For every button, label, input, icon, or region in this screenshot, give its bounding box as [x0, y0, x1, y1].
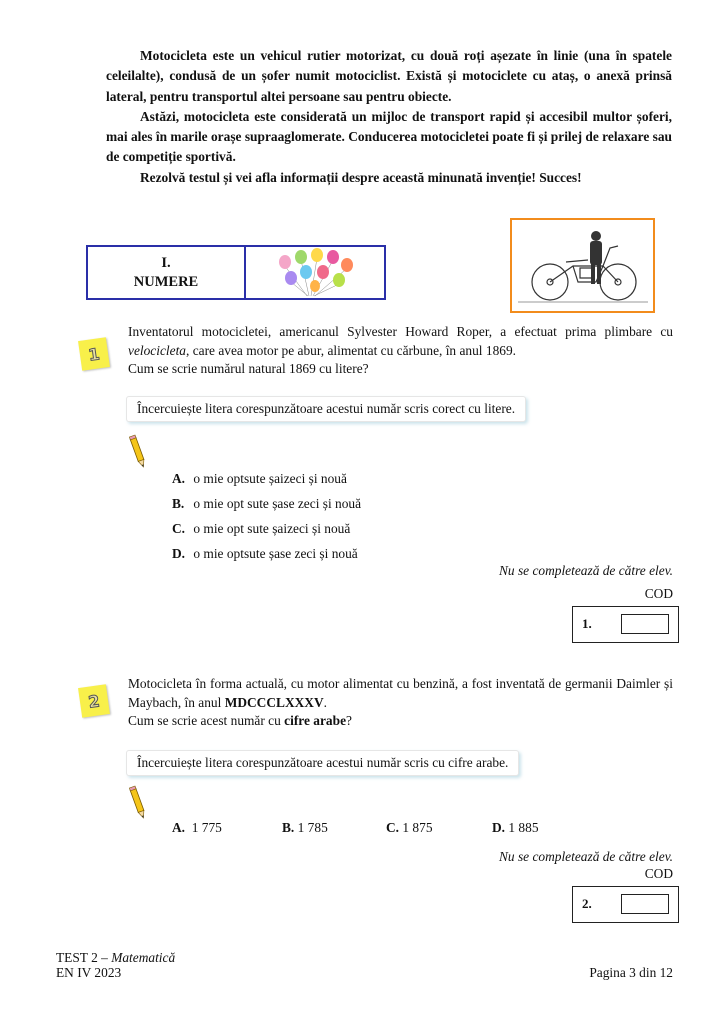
cod-box-2: [572, 886, 679, 923]
q2-question-bold: cifre arabe: [284, 713, 347, 728]
option-c[interactable]: C. 1 875: [386, 820, 433, 835]
not-completed-note-2: Nu se completează de către elev.: [498, 849, 673, 864]
intro-paragraph-2: Astăzi, motocicleta este considerată un mijloc de transport rapid și accesibil multor șoferi, mai ales în marile orașe supraaglomerate. Conducerea motocicletei poate fi și prilej de relaxare sau de competiție sportivă.: [106, 108, 672, 165]
balloons-icon: [246, 247, 384, 298]
motorcycle-photo: [510, 218, 655, 313]
option-d[interactable]: D. 1 885: [492, 820, 539, 835]
motorcycle-icon: [518, 226, 648, 306]
footer-exam: EN IV 2023: [56, 965, 122, 980]
question-1-options: [172, 466, 361, 566]
cod-number-1: 1.: [582, 616, 592, 631]
q2-question-b: ?: [346, 713, 352, 728]
question-2-number: 2: [87, 690, 101, 712]
option-d[interactable]: D. o mie optsute șase zeci și nouă: [172, 546, 358, 561]
option-c[interactable]: C. o mie opt sute șaizeci și nouă: [172, 521, 351, 536]
intro-paragraph-3: Rezolvă testul și vei afla informații despre această minunată invenție! Succes!: [140, 169, 582, 185]
option-a[interactable]: A. o mie optsute șaizeci și nouă: [172, 471, 347, 486]
intro-text: [106, 46, 672, 188]
footer-test-label: TEST 2 –: [56, 950, 112, 965]
section-header: [86, 245, 386, 300]
cod-box-1: [572, 606, 679, 643]
section-label: [88, 247, 246, 298]
cod-label-2: COD: [644, 866, 673, 881]
not-completed-note-1: Nu se completează de către elev.: [498, 563, 673, 578]
q1-text-a: Inventatorul motocicletei, americanul Sylvester Howard Roper, a efectuat prima plimbare cu: [128, 324, 673, 339]
cod-number-2: 2.: [582, 896, 592, 911]
question-1-number: 1: [87, 343, 101, 365]
question-2-instruction: Încercuiește litera corespunzătoare acestui număr scris cu cifre arabe.: [126, 750, 519, 776]
footer-page-number: Pagina 3 din 12: [589, 965, 673, 980]
q1-question: Cum se scrie numărul natural 1869 cu litere?: [128, 361, 369, 376]
question-2-text: [128, 675, 673, 731]
footer-subject: Matematică: [111, 950, 176, 965]
q2-text-a: Motocicleta în forma actuală, cu motor alimentat cu benzină, a fost inventată de germanii Daimler și Maybach, în anul: [128, 676, 673, 710]
sticky-note-2-icon: [78, 684, 110, 718]
pencil-icon: [128, 434, 148, 475]
option-b[interactable]: B. o mie opt sute șase zeci și nouă: [172, 496, 362, 511]
sticky-note-1-icon: [78, 337, 110, 371]
cod-slot-2: [621, 894, 669, 914]
question-1-instruction: Încercuiește litera corespunzătoare acestui număr scris corect cu litere.: [126, 396, 526, 422]
cod-slot-1: [621, 614, 669, 634]
q2-question-a: Cum se scrie acest număr cu: [128, 713, 285, 728]
option-b[interactable]: B. 1 785: [282, 820, 328, 835]
section-title: NUMERE: [133, 273, 199, 290]
cod-label-1: COD: [644, 586, 673, 601]
q2-text-b: .: [323, 694, 327, 710]
q2-text-bold: MDCCCLXXXV: [224, 694, 324, 710]
footer-left: [56, 950, 175, 980]
q1-text-italic: velocicleta: [128, 342, 186, 358]
pencil-icon-2: [128, 785, 148, 826]
section-number: I.: [161, 254, 171, 271]
question-1-text: [128, 323, 673, 379]
intro-paragraph-1: Motocicleta este un vehicul rutier motorizat, cu două roți așezate în linie (una în spatele celeilalte), condusă de un șofer numit motociclist. Există și motociclete cu ataș, o anexă prinsă lateral, pentru transportul altei persoane sau pentru obiecte.: [106, 48, 672, 104]
option-a[interactable]: A. 1 775: [172, 820, 222, 835]
q1-text-b: , care avea motor pe abur, alimentat cu cărbune, în anul 1869.: [186, 342, 516, 358]
